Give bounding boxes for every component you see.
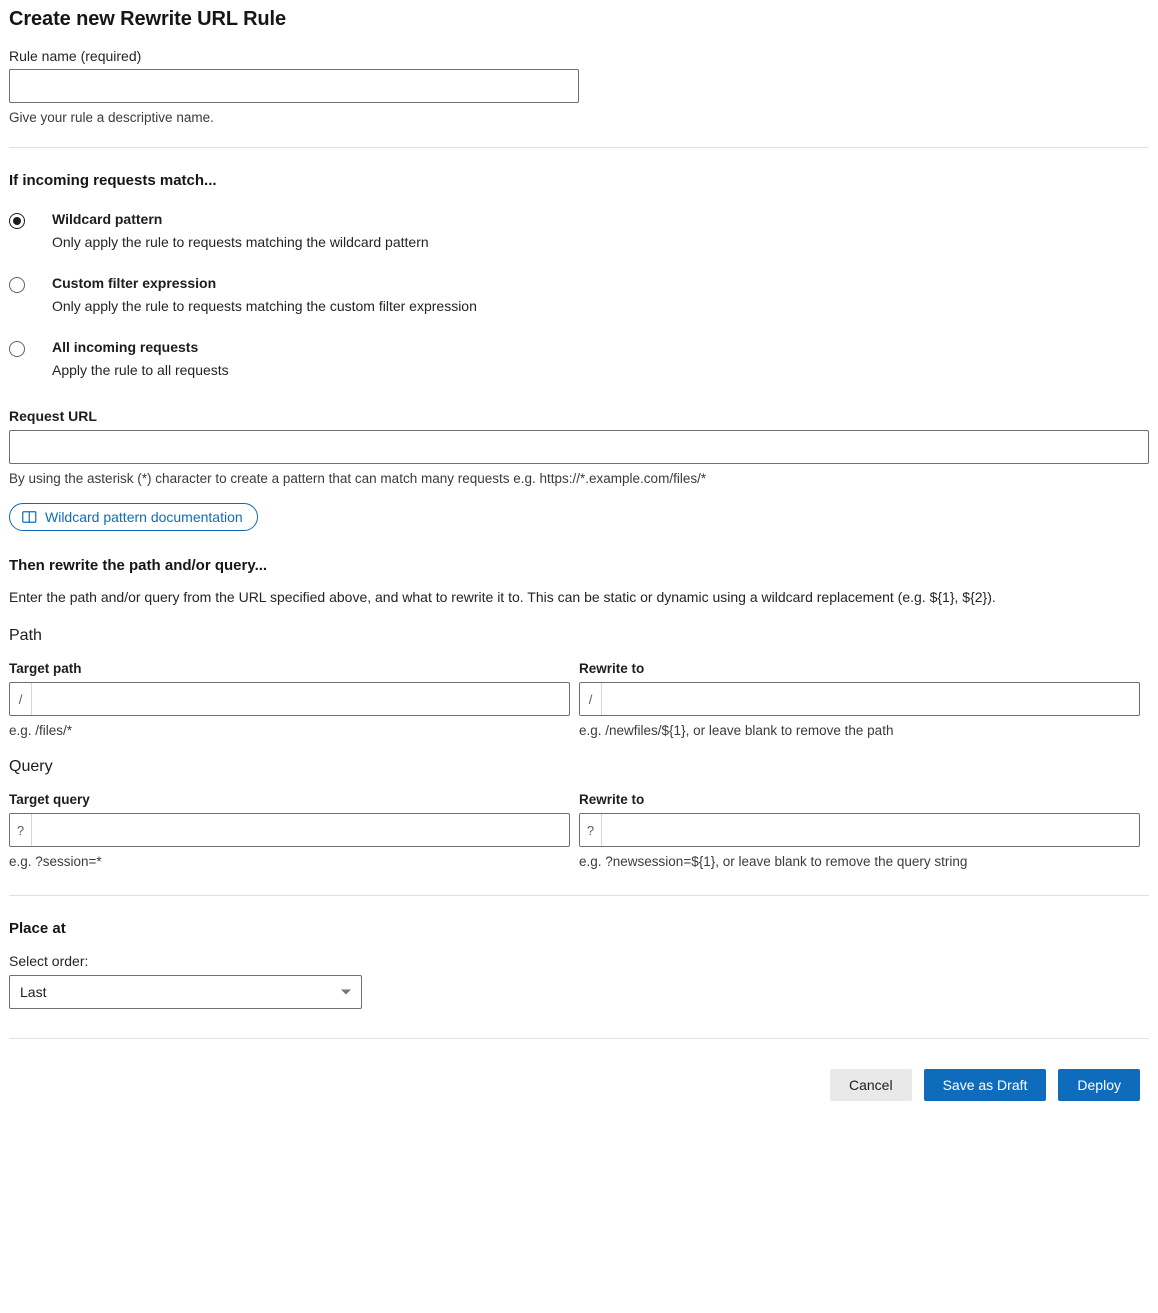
rewrite-query-input[interactable]: [602, 814, 1139, 846]
radio-label-wildcard-pattern: Wildcard pattern: [52, 211, 163, 227]
rewrite-path-column: [579, 661, 1149, 738]
form-actions: [9, 1069, 1149, 1119]
radio-label-all-incoming-requests: All incoming requests: [52, 339, 199, 355]
target-path-input[interactable]: [32, 683, 569, 715]
match-radio-group: [9, 211, 1149, 380]
rewrite-path-label: Rewrite to: [579, 661, 645, 676]
radio-label-custom-filter-expression: Custom filter expression: [52, 275, 217, 291]
target-path-label: Target path: [9, 661, 82, 676]
target-query-prefix: ?: [10, 814, 32, 846]
radio-description-all-incoming-requests: Apply the rule to all requests: [52, 362, 229, 378]
create-rewrite-url-rule-page: [0, 8, 1158, 1119]
rewrite-path-input[interactable]: [602, 683, 1139, 715]
radio-icon-wildcard-pattern[interactable]: [9, 213, 25, 229]
rewrite-section-heading: Then rewrite the path and/or query...: [9, 557, 268, 574]
rule-name-hint: Give your rule a descriptive name.: [9, 110, 214, 125]
rewrite-path-prefix: /: [580, 683, 602, 715]
query-heading: Query: [9, 758, 53, 775]
select-order-dropdown[interactable]: [9, 975, 362, 1009]
radio-icon-all-incoming-requests[interactable]: [9, 341, 25, 357]
rewrite-query-prefix: ?: [580, 814, 602, 846]
radio-icon-custom-filter-expression[interactable]: [9, 277, 25, 293]
radio-option-wildcard-pattern[interactable]: [9, 211, 1149, 252]
request-url-input[interactable]: [9, 430, 1149, 464]
book-icon: [22, 510, 37, 524]
rewrite-path-hint: e.g. /newfiles/${1}, or leave blank to remove the path: [579, 723, 894, 738]
target-query-label: Target query: [9, 792, 90, 807]
wildcard-pattern-documentation-link[interactable]: [9, 503, 258, 531]
radio-option-all-incoming-requests[interactable]: [9, 339, 1149, 380]
rule-name-label: Rule name (required): [9, 48, 142, 64]
rewrite-query-label: Rewrite to: [579, 792, 645, 807]
path-heading: Path: [9, 627, 42, 644]
target-path-column: [9, 661, 579, 738]
target-query-column: [9, 792, 579, 869]
radio-description-custom-filter-expression: Only apply the rule to requests matching the custom filter expression: [52, 298, 477, 314]
deploy-button[interactable]: Deploy: [1058, 1069, 1140, 1101]
target-query-hint: e.g. ?session=*: [9, 854, 102, 869]
chevron-down-icon[interactable]: [341, 990, 351, 995]
radio-option-custom-filter-expression[interactable]: [9, 275, 1149, 316]
match-section-heading: If incoming requests match...: [9, 172, 217, 189]
place-at-heading: Place at: [9, 920, 66, 937]
select-order-value: Last: [20, 984, 47, 1000]
query-fields-row: [9, 792, 1149, 869]
rewrite-query-input-wrapper[interactable]: [579, 813, 1140, 847]
rewrite-section-description: Enter the path and/or query from the URL specified above, and what to rewrite it to. This can be static or dynamic using a wildcard replacement (e.g. ${1}, ${2}).: [9, 589, 996, 605]
request-url-hint: By using the asterisk (*) character to create a pattern that can match many requests e.g. https://*.example.com/files/*: [9, 471, 707, 486]
rule-name-input[interactable]: [9, 69, 579, 103]
rewrite-query-column: [579, 792, 1149, 869]
wildcard-pattern-documentation-label: Wildcard pattern documentation: [45, 509, 243, 525]
select-order-label: Select order:: [9, 953, 89, 969]
rewrite-path-input-wrapper[interactable]: [579, 682, 1140, 716]
target-query-input[interactable]: [32, 814, 569, 846]
target-query-input-wrapper[interactable]: [9, 813, 570, 847]
target-path-input-wrapper[interactable]: [9, 682, 570, 716]
target-path-prefix: /: [10, 683, 32, 715]
rewrite-query-hint: e.g. ?newsession=${1}, or leave blank to remove the query string: [579, 854, 968, 869]
save-as-draft-button[interactable]: Save as Draft: [924, 1069, 1047, 1101]
section-divider: [9, 147, 1149, 148]
page-title: Create new Rewrite URL Rule: [9, 8, 287, 30]
path-fields-row: [9, 661, 1149, 738]
place-at-divider: [9, 895, 1149, 896]
footer-divider: [9, 1038, 1149, 1039]
cancel-button[interactable]: Cancel: [830, 1069, 912, 1101]
request-url-label: Request URL: [9, 408, 97, 424]
target-path-hint: e.g. /files/*: [9, 723, 73, 738]
radio-description-wildcard-pattern: Only apply the rule to requests matching the wildcard pattern: [52, 234, 429, 250]
